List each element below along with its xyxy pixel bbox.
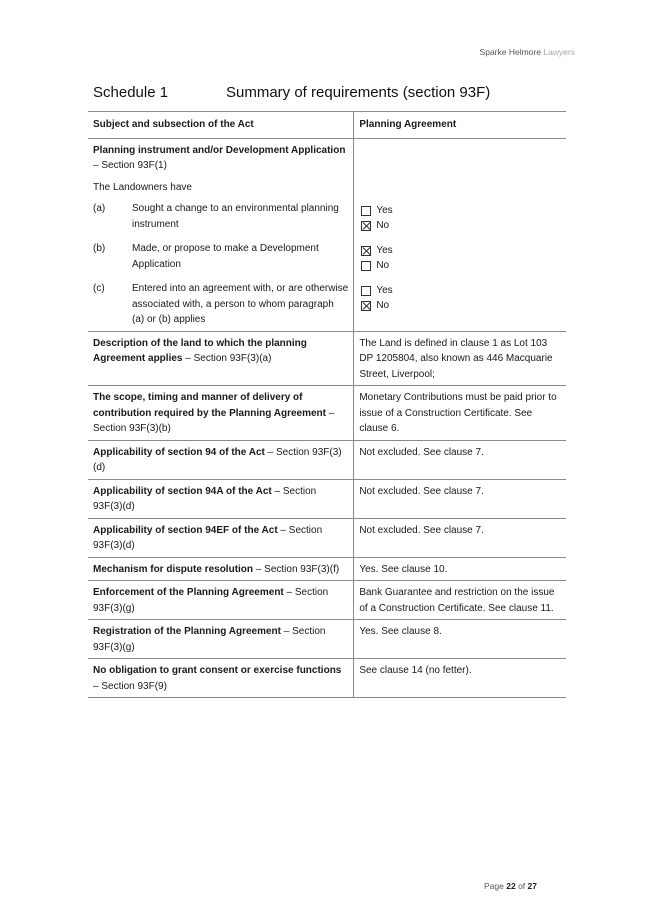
row-ref: – Section 93F(3)(g) bbox=[93, 626, 326, 653]
subject-cell bbox=[88, 620, 354, 659]
schedule-title: Summary of requirements (section 93F) bbox=[226, 84, 491, 101]
row-ref: – Section 93F(3)(f) bbox=[253, 563, 340, 575]
option-yes-label: Yes bbox=[376, 204, 393, 216]
subject-cell bbox=[88, 659, 354, 698]
option-yes-label: Yes bbox=[376, 244, 393, 256]
sub-item-label: (a) bbox=[93, 203, 106, 214]
row-title: No obligation to grant consent or exercise functions bbox=[93, 665, 342, 676]
column-header-agreement: Planning Agreement bbox=[354, 112, 566, 139]
agreement-cell: Monetary Contributions must be paid prior to issue of a Construction Certificate. See clause 6. bbox=[354, 386, 566, 441]
table-row bbox=[88, 331, 566, 386]
option-group-b bbox=[359, 243, 561, 274]
table-row bbox=[88, 518, 566, 557]
option-no-label: No bbox=[376, 220, 390, 231]
table-row bbox=[88, 479, 566, 518]
table-row bbox=[88, 386, 566, 441]
checkbox-checked-icon bbox=[361, 221, 371, 231]
page-total: 27 bbox=[527, 881, 537, 891]
subject-cell bbox=[88, 479, 354, 518]
sub-item-text: Made, or propose to make a Development Application bbox=[132, 243, 319, 270]
agreement-cell: Yes. See clause 8. bbox=[354, 620, 566, 659]
firm-name: Sparke Helmore bbox=[479, 47, 541, 57]
subject-cell bbox=[88, 440, 354, 479]
row-title: Registration of the Planning Agreement bbox=[93, 626, 281, 637]
agreement-cell: Not excluded. See clause 7. bbox=[354, 518, 566, 557]
sub-item-a bbox=[93, 201, 348, 232]
row-title: The scope, timing and manner of delivery of contribution required by the Planning Agreement bbox=[93, 392, 326, 419]
checkbox-checked-icon bbox=[361, 301, 371, 311]
option-group-a bbox=[359, 203, 561, 234]
sub-item-text: Entered into an agreement with, or are otherwise associated with, a person to whom paragraph (a) or (b) applies bbox=[132, 283, 349, 325]
row-title: Mechanism for dispute resolution bbox=[93, 563, 254, 575]
page-current: 22 bbox=[506, 881, 516, 891]
row-title: Enforcement of the Planning Agreement bbox=[93, 587, 284, 598]
schedule-number: Schedule 1 bbox=[93, 84, 169, 101]
option-no-label: No bbox=[376, 300, 390, 311]
sub-item-c bbox=[93, 281, 348, 328]
sub-item-b bbox=[93, 241, 348, 272]
option-group-c bbox=[359, 283, 561, 314]
firm-suffix: Lawyers bbox=[543, 47, 575, 57]
row-title: Planning instrument and/or Development Application bbox=[93, 144, 346, 156]
subject-cell bbox=[88, 557, 354, 581]
sub-item-label: (c) bbox=[93, 283, 105, 294]
row-title: Applicability of section 94 of the Act bbox=[93, 446, 265, 458]
agreement-cell: Not excluded. See clause 7. bbox=[354, 479, 566, 518]
agreement-cell bbox=[354, 138, 566, 331]
agreement-cell: Bank Guarantee and restriction on the issue of a Construction Certificate. See clause 11. bbox=[354, 581, 566, 620]
table-row-planning-instrument bbox=[88, 138, 566, 331]
page-label: Page bbox=[483, 881, 504, 891]
subject-cell bbox=[88, 138, 354, 331]
row-ref: – Section 93F(3)(g) bbox=[93, 587, 329, 614]
checkbox-unchecked-icon bbox=[361, 206, 371, 216]
checkbox-unchecked-icon bbox=[361, 261, 371, 271]
row-ref: – Section 93F(3)(a) bbox=[182, 353, 272, 364]
sub-item-label: (b) bbox=[93, 243, 106, 254]
planning-intro: The Landowners have bbox=[93, 181, 192, 193]
row-title: Applicability of section 94A of the Act bbox=[93, 485, 272, 497]
firm-header bbox=[480, 47, 575, 57]
agreement-cell: Not excluded. See clause 7. bbox=[354, 440, 566, 479]
row-ref: – Section 93F(3)(d) bbox=[93, 485, 317, 512]
row-ref: – Section 93F(9) bbox=[93, 680, 167, 692]
table-header-row bbox=[88, 112, 566, 139]
schedule-heading bbox=[93, 84, 490, 101]
subject-cell bbox=[88, 518, 354, 557]
row-title: Applicability of section 94EF of the Act bbox=[93, 524, 278, 536]
checkbox-unchecked-icon bbox=[361, 286, 371, 296]
row-ref: – Section 93F(3)(b) bbox=[93, 407, 335, 434]
agreement-cell: Yes. See clause 10. bbox=[354, 557, 566, 581]
row-ref: – Section 93F(1) bbox=[93, 160, 167, 171]
option-no-label: No bbox=[376, 260, 390, 271]
subject-cell bbox=[88, 331, 354, 386]
table-row bbox=[88, 581, 566, 620]
requirements-table bbox=[88, 111, 566, 698]
agreement-cell: See clause 14 (no fetter). bbox=[354, 659, 566, 698]
row-ref: – Section 93F(3)(d) bbox=[93, 524, 323, 551]
page-of: of bbox=[518, 881, 526, 891]
table-row bbox=[88, 557, 566, 581]
agreement-cell: The Land is defined in clause 1 as Lot 103 DP 1205804, also known as 446 Macquarie Street, Liverpool; bbox=[354, 331, 566, 386]
sub-item-text: Sought a change to an environmental planning instrument bbox=[132, 203, 339, 230]
table-row bbox=[88, 440, 566, 479]
page-footer bbox=[484, 881, 537, 891]
table-row bbox=[88, 620, 566, 659]
column-header-subject: Subject and subsection of the Act bbox=[88, 112, 354, 139]
table-row bbox=[88, 659, 566, 698]
subject-cell bbox=[88, 386, 354, 441]
row-title: Description of the land to which the planning Agreement applies bbox=[93, 337, 307, 364]
row-ref: – Section 93F(3)(d) bbox=[93, 446, 342, 473]
subject-cell bbox=[88, 581, 354, 620]
checkbox-checked-icon bbox=[361, 246, 371, 256]
option-yes-label: Yes bbox=[376, 284, 393, 296]
